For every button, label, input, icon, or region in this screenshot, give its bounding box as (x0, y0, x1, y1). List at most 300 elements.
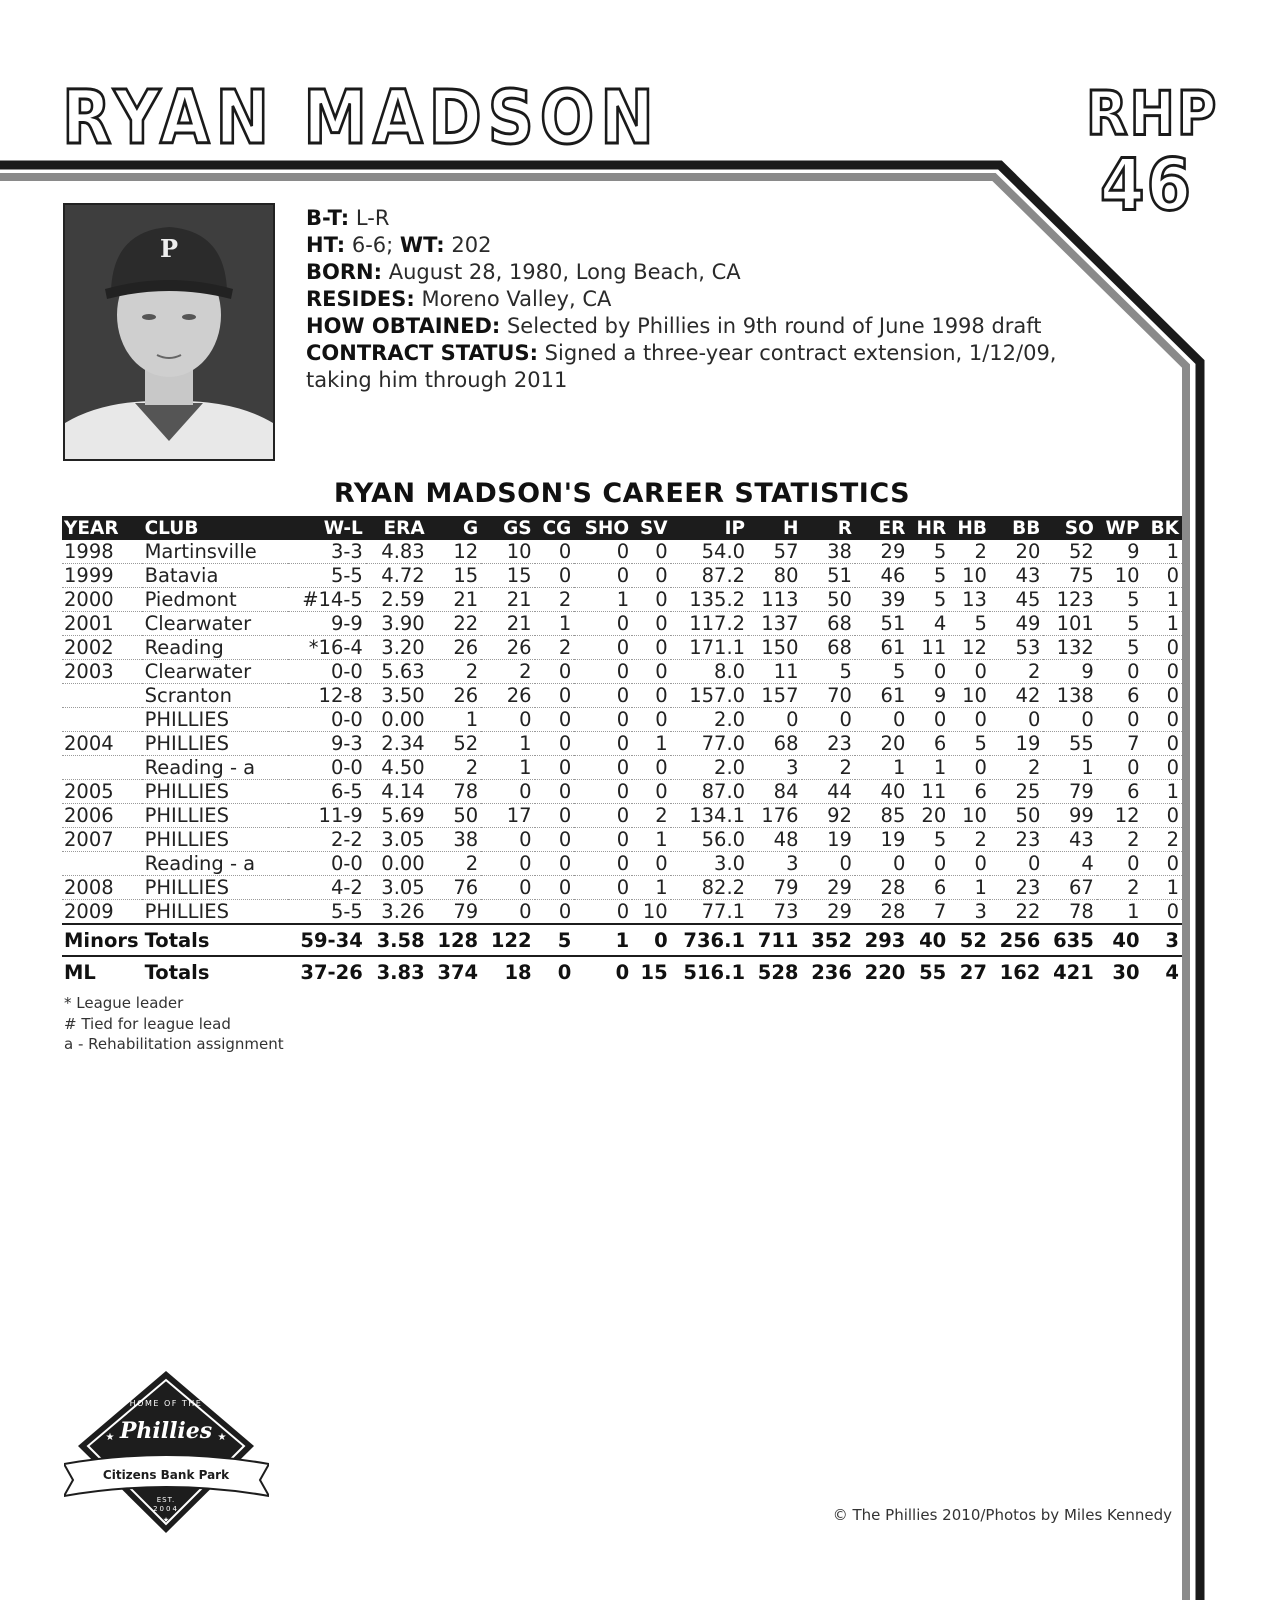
stat-cell: 21 (428, 588, 481, 612)
stat-cell: 1 (428, 708, 481, 732)
total-cell: 3 (1143, 924, 1182, 956)
stat-cell: 2003 (62, 660, 142, 684)
stat-cell: 0-0 (288, 756, 366, 780)
stat-cell: 61 (855, 636, 908, 660)
svg-text:EST.: EST. (156, 1496, 176, 1504)
stat-cell: PHILLIES (142, 732, 288, 756)
bio-height-weight: HT: 6-6; WT: 202 (306, 233, 492, 257)
stat-cell: #14-5 (288, 588, 366, 612)
stat-cell: 1 (632, 876, 670, 900)
stat-cell: 1 (1143, 780, 1182, 804)
stat-cell: 0 (574, 780, 632, 804)
stat-cell: 5 (949, 612, 990, 636)
stat-cell: 49 (990, 612, 1043, 636)
stat-cell: 92 (802, 804, 855, 828)
stat-cell: PHILLIES (142, 828, 288, 852)
stat-cell: 0 (802, 708, 855, 732)
stat-cell: 6 (908, 732, 949, 756)
stat-cell: 73 (748, 900, 801, 925)
total-cell: Minors (62, 924, 142, 956)
stat-cell: 9-9 (288, 612, 366, 636)
stat-cell: 0 (1143, 732, 1182, 756)
stat-cell: 4.72 (366, 564, 428, 588)
stat-cell: 4.14 (366, 780, 428, 804)
stat-cell: 12 (1097, 804, 1143, 828)
stat-cell: 1 (632, 828, 670, 852)
table-row (62, 852, 1182, 876)
stat-cell (62, 756, 142, 780)
stat-cell: 1 (908, 756, 949, 780)
stat-cell: 1 (855, 756, 908, 780)
stat-cell: 10 (949, 564, 990, 588)
stat-cell: 0 (574, 756, 632, 780)
stat-cell: 9 (1097, 540, 1143, 564)
stat-cell: 0 (535, 732, 575, 756)
stat-cell: Clearwater (142, 660, 288, 684)
stat-cell: 20 (908, 804, 949, 828)
stat-cell: 2008 (62, 876, 142, 900)
stat-cell: 75 (1043, 564, 1096, 588)
stat-cell: 42 (990, 684, 1043, 708)
stat-cell: 0.00 (366, 708, 428, 732)
total-cell: 40 (908, 924, 949, 956)
stat-cell: 2005 (62, 780, 142, 804)
col-header-era: ERA (366, 516, 428, 540)
stat-cell: 43 (990, 564, 1043, 588)
total-cell: 30 (1112, 960, 1140, 984)
col-header-bk: BK (1143, 516, 1182, 540)
stat-cell: PHILLIES (142, 780, 288, 804)
stat-cell: 0 (949, 852, 990, 876)
total-cell: 421 (1053, 960, 1094, 984)
stat-cell: 76 (428, 876, 481, 900)
col-header-hb: HB (949, 516, 990, 540)
stat-cell: 29 (802, 900, 855, 925)
stat-cell: 52 (428, 732, 481, 756)
stat-cell: 52 (1043, 540, 1096, 564)
stat-cell: 0 (1143, 852, 1182, 876)
table-row (62, 804, 1182, 828)
stat-cell: 0 (535, 756, 575, 780)
stat-cell: Scranton (142, 684, 288, 708)
stat-cell: 0 (574, 540, 632, 564)
stat-cell: 3-3 (288, 540, 366, 564)
stat-cell: 0 (574, 660, 632, 684)
col-header-hr: HR (908, 516, 949, 540)
stat-cell: 2 (535, 588, 575, 612)
stat-cell: Batavia (142, 564, 288, 588)
stat-cell: 0 (632, 564, 670, 588)
stat-cell: 12 (428, 540, 481, 564)
stat-cell: 0-0 (288, 660, 366, 684)
stat-cell: 82.2 (671, 876, 748, 900)
table-row (62, 540, 1182, 564)
stat-cell: 137 (748, 612, 801, 636)
stat-cell: 0 (1143, 900, 1182, 925)
bio-born: BORN: August 28, 1980, Long Beach, CA (306, 260, 741, 284)
stat-cell: 3.05 (366, 876, 428, 900)
stat-cell: PHILLIES (142, 804, 288, 828)
stat-cell: 0 (535, 900, 575, 925)
stat-cell: 3 (748, 756, 801, 780)
stat-cell: 2 (632, 804, 670, 828)
stat-cell: 3 (748, 852, 801, 876)
stat-cell: 99 (1043, 804, 1096, 828)
stat-cell: 1 (1143, 876, 1182, 900)
cap-p-icon: P (159, 234, 179, 263)
stat-cell: 2 (1143, 828, 1182, 852)
total-cell: 59-34 (288, 924, 366, 956)
stat-cell: 26 (481, 636, 534, 660)
table-row (62, 876, 1182, 900)
stat-cell: 5.69 (366, 804, 428, 828)
stat-cell: 171.1 (671, 636, 748, 660)
stat-cell: 61 (855, 684, 908, 708)
stat-cell: 5 (1097, 612, 1143, 636)
stat-cell: 5 (1097, 588, 1143, 612)
stat-cell: 7 (1097, 732, 1143, 756)
stat-cell: 15 (428, 564, 481, 588)
stat-cell: 0 (802, 852, 855, 876)
star-icon: ★ (217, 1432, 227, 1443)
stat-cell: 12-8 (288, 684, 366, 708)
stat-cell: 0 (574, 732, 632, 756)
stat-cell: 0.00 (366, 852, 428, 876)
stat-cell: 157.0 (671, 684, 748, 708)
stat-cell: 0 (632, 660, 670, 684)
stat-cell: 43 (1043, 828, 1096, 852)
stat-cell: 138 (1043, 684, 1096, 708)
stat-cell: 45 (990, 588, 1043, 612)
footnote: a - Rehabilitation assignment (64, 1035, 284, 1053)
stat-cell: 0 (535, 780, 575, 804)
stat-cell: 56.0 (671, 828, 748, 852)
stat-cell: 0 (574, 708, 632, 732)
citizens-bank-park-logo (64, 1368, 269, 1538)
stat-cell: *16-4 (288, 636, 366, 660)
stat-cell: 2 (990, 756, 1043, 780)
stat-cell: 0 (535, 660, 575, 684)
stat-cell: 5-5 (288, 900, 366, 925)
stat-cell: 2-2 (288, 828, 366, 852)
stat-cell (62, 852, 142, 876)
stat-cell: 11 (908, 636, 949, 660)
stat-cell: 3.20 (366, 636, 428, 660)
table-row (62, 708, 1182, 732)
stat-cell: 0 (1143, 564, 1182, 588)
stat-cell: 4 (1043, 852, 1096, 876)
stat-cell: 29 (855, 540, 908, 564)
total-cell: 516.1 (683, 960, 746, 984)
total-cell: 52 (949, 924, 990, 956)
col-header-year: YEAR (62, 516, 142, 540)
stat-cell: 80 (748, 564, 801, 588)
stat-cell: 0 (1097, 756, 1143, 780)
stat-cell: 10 (949, 684, 990, 708)
stat-cell: 77.0 (671, 732, 748, 756)
stat-cell: 0 (535, 852, 575, 876)
stat-cell: 0 (855, 852, 908, 876)
stat-cell: 23 (990, 828, 1043, 852)
total-cell: 40 (1097, 924, 1143, 956)
stat-cell: 51 (802, 564, 855, 588)
col-header-w-l: W-L (288, 516, 366, 540)
stat-cell: 46 (855, 564, 908, 588)
stat-cell: 68 (748, 732, 801, 756)
stat-cell: 17 (481, 804, 534, 828)
total-cell: Totals (142, 924, 288, 956)
total-cell: 528 (757, 960, 799, 984)
stat-cell: 26 (428, 684, 481, 708)
total-cell: 293 (855, 924, 908, 956)
bio-contract-status: CONTRACT STATUS: Signed a three-year contract extension, 1/12/09, taking him through 2011 (306, 341, 1057, 392)
stat-cell: 0 (535, 708, 575, 732)
table-row (62, 684, 1182, 708)
stat-cell: 1 (1143, 588, 1182, 612)
stat-cell: 26 (481, 684, 534, 708)
total-cell: Totals (144, 960, 210, 984)
stat-cell: 0 (574, 804, 632, 828)
col-header-g: G (428, 516, 481, 540)
stat-cell: 6 (1097, 780, 1143, 804)
stat-cell: 4 (908, 612, 949, 636)
total-cell: 27 (959, 960, 987, 984)
footnote: # Tied for league lead (64, 1014, 231, 1033)
table-row (62, 756, 1182, 780)
stat-cell: 5 (908, 540, 949, 564)
stat-cell: 87.0 (671, 780, 748, 804)
stat-cell: 5 (949, 732, 990, 756)
stat-cell: 10 (632, 900, 670, 925)
stat-cell (62, 684, 142, 708)
stats-header-row (62, 516, 1182, 540)
stat-cell: 0 (632, 540, 670, 564)
stat-cell: 2 (428, 756, 481, 780)
stat-cell: 1 (632, 732, 670, 756)
total-cell: 0 (615, 960, 630, 984)
stat-cell: 50 (802, 588, 855, 612)
stat-cell: 55 (1043, 732, 1096, 756)
svg-text:HOME OF THE: HOME OF THE (129, 1399, 203, 1408)
stat-cell: 77.1 (671, 900, 748, 925)
stat-cell: 38 (802, 540, 855, 564)
stat-cell: 0 (574, 612, 632, 636)
stat-cell: 21 (481, 588, 534, 612)
stat-cell: 0 (535, 540, 575, 564)
stat-cell: 23 (802, 732, 855, 756)
stat-cell: 0 (481, 900, 534, 925)
stat-cell: 11 (908, 780, 949, 804)
stat-cell: 0 (632, 708, 670, 732)
stat-cell: 0-0 (288, 708, 366, 732)
stat-cell: 22 (428, 612, 481, 636)
stat-cell: 5 (802, 660, 855, 684)
stat-cell: 87.2 (671, 564, 748, 588)
stat-cell: 0 (481, 708, 534, 732)
stat-cell: 0 (949, 708, 990, 732)
stat-cell: 50 (428, 804, 481, 828)
stat-cell: 176 (748, 804, 801, 828)
stat-cell: 2 (481, 660, 534, 684)
bio-bats-throws: B-T: L-R (306, 206, 390, 230)
stat-cell: 50 (990, 804, 1043, 828)
stat-cell: 79 (1043, 780, 1096, 804)
stat-cell: 79 (428, 900, 481, 925)
total-cell: 220 (864, 960, 906, 984)
stat-cell: 0 (632, 684, 670, 708)
stat-cell: 0 (1043, 708, 1096, 732)
stat-cell: PHILLIES (142, 876, 288, 900)
total-cell: 736.1 (671, 924, 748, 956)
stat-cell: 70 (802, 684, 855, 708)
total-cell: 3.83 (376, 960, 425, 984)
stat-cell: 0 (574, 636, 632, 660)
stat-cell: 9 (1043, 660, 1096, 684)
star-icon: ★ (105, 1432, 115, 1443)
stat-cell: 1 (1043, 756, 1096, 780)
stat-cell: 0 (574, 852, 632, 876)
stat-cell: 0 (574, 564, 632, 588)
stat-cell: 6-5 (288, 780, 366, 804)
stat-cell: 0 (949, 756, 990, 780)
table-row (62, 732, 1182, 756)
svg-text:Phillies: Phillies (119, 1418, 213, 1444)
stat-cell: 2.34 (366, 732, 428, 756)
stat-cell: 0 (632, 852, 670, 876)
stat-cell: 1 (949, 876, 990, 900)
stat-cell: 0 (1143, 756, 1182, 780)
stat-cell: 5 (1097, 636, 1143, 660)
stat-cell: 1 (1143, 612, 1182, 636)
stat-cell (62, 708, 142, 732)
stat-cell: 0-0 (288, 852, 366, 876)
col-header-sv: SV (632, 516, 670, 540)
total-cell: ML (64, 960, 96, 984)
stat-cell: PHILLIES (142, 900, 288, 925)
stat-cell: 0 (990, 708, 1043, 732)
stat-cell: 2 (949, 828, 990, 852)
footnote: * League leader (64, 994, 184, 1012)
table-row (62, 564, 1182, 588)
player-headshot (63, 203, 275, 461)
stat-cell: 3.05 (366, 828, 428, 852)
col-header-er: ER (855, 516, 908, 540)
total-cell: 4 (1165, 960, 1179, 984)
stat-cell: Piedmont (142, 588, 288, 612)
stat-cell: 135.2 (671, 588, 748, 612)
col-header-sho: SHO (574, 516, 632, 540)
stat-cell: 117.2 (671, 612, 748, 636)
footnotes (64, 993, 284, 1055)
stat-cell: 9 (908, 684, 949, 708)
stat-cell: 6 (949, 780, 990, 804)
stat-cell: 25 (990, 780, 1043, 804)
stat-cell: 3.50 (366, 684, 428, 708)
total-cell: 128 (428, 924, 481, 956)
stat-cell: 44 (802, 780, 855, 804)
stat-cell: 0 (481, 780, 534, 804)
stat-cell: 150 (748, 636, 801, 660)
stat-cell: 20 (855, 732, 908, 756)
stat-cell: 2 (1097, 828, 1143, 852)
stat-cell: 10 (481, 540, 534, 564)
stat-cell: 10 (949, 804, 990, 828)
stat-cell: 134.1 (671, 804, 748, 828)
stat-cell: Reading (142, 636, 288, 660)
stat-cell: 11-9 (288, 804, 366, 828)
bio-resides: RESIDES: Moreno Valley, CA (306, 287, 612, 311)
stat-cell: 5-5 (288, 564, 366, 588)
stat-cell: 2.0 (671, 708, 748, 732)
stat-cell: 67 (1043, 876, 1096, 900)
stat-cell: 0 (481, 876, 534, 900)
stat-cell: 0 (481, 828, 534, 852)
table-row (62, 780, 1182, 804)
table-row (62, 636, 1182, 660)
stat-cell: 21 (481, 612, 534, 636)
table-row (62, 660, 1182, 684)
total-cell: 1 (574, 924, 632, 956)
stat-cell: 2002 (62, 636, 142, 660)
stat-cell: 0 (1097, 660, 1143, 684)
stat-cell: 7 (908, 900, 949, 925)
total-cell: 236 (811, 960, 852, 984)
col-header-cg: CG (535, 516, 575, 540)
stat-cell: 2004 (62, 732, 142, 756)
stat-cell: 2.59 (366, 588, 428, 612)
total-cell: 352 (802, 924, 855, 956)
stat-cell: 1 (574, 588, 632, 612)
stat-cell: 2 (535, 636, 575, 660)
stat-cell: 23 (990, 876, 1043, 900)
stat-cell: 0 (481, 852, 534, 876)
stat-cell: 123 (1043, 588, 1096, 612)
col-header-club: CLUB (142, 516, 288, 540)
stat-cell: 79 (748, 876, 801, 900)
stat-cell: 1 (481, 756, 534, 780)
svg-text:Citizens Bank Park: Citizens Bank Park (102, 1468, 230, 1482)
stat-cell: 29 (802, 876, 855, 900)
stat-cell: 2.0 (671, 756, 748, 780)
stat-cell: 68 (802, 636, 855, 660)
stat-cell: 9-3 (288, 732, 366, 756)
copyright: © The Phillies 2010/Photos by Miles Kennedy (832, 1506, 1172, 1524)
stat-cell: 48 (748, 828, 801, 852)
stat-cell: 0 (748, 708, 801, 732)
stat-cell: 0 (908, 660, 949, 684)
stat-cell: 0 (1097, 852, 1143, 876)
stat-cell: 84 (748, 780, 801, 804)
stat-cell: 53 (990, 636, 1043, 660)
stat-cell: 0 (632, 636, 670, 660)
stat-cell: 19 (855, 828, 908, 852)
stat-cell: 2006 (62, 804, 142, 828)
stat-cell: 2001 (62, 612, 142, 636)
stat-cell: 8.0 (671, 660, 748, 684)
total-cell: 37-26 (300, 960, 363, 984)
stats-title: RYAN MADSON'S CAREER STATISTICS (333, 478, 911, 509)
stat-cell: 113 (748, 588, 801, 612)
stat-cell: 3.90 (366, 612, 428, 636)
col-header-r: R (802, 516, 855, 540)
stat-cell: 1998 (62, 540, 142, 564)
stat-cell: 5 (908, 588, 949, 612)
stat-cell: 2 (1097, 876, 1143, 900)
stat-cell: 2 (428, 660, 481, 684)
stat-cell: 0 (574, 828, 632, 852)
total-cell: 256 (990, 924, 1043, 956)
stat-cell: 38 (428, 828, 481, 852)
